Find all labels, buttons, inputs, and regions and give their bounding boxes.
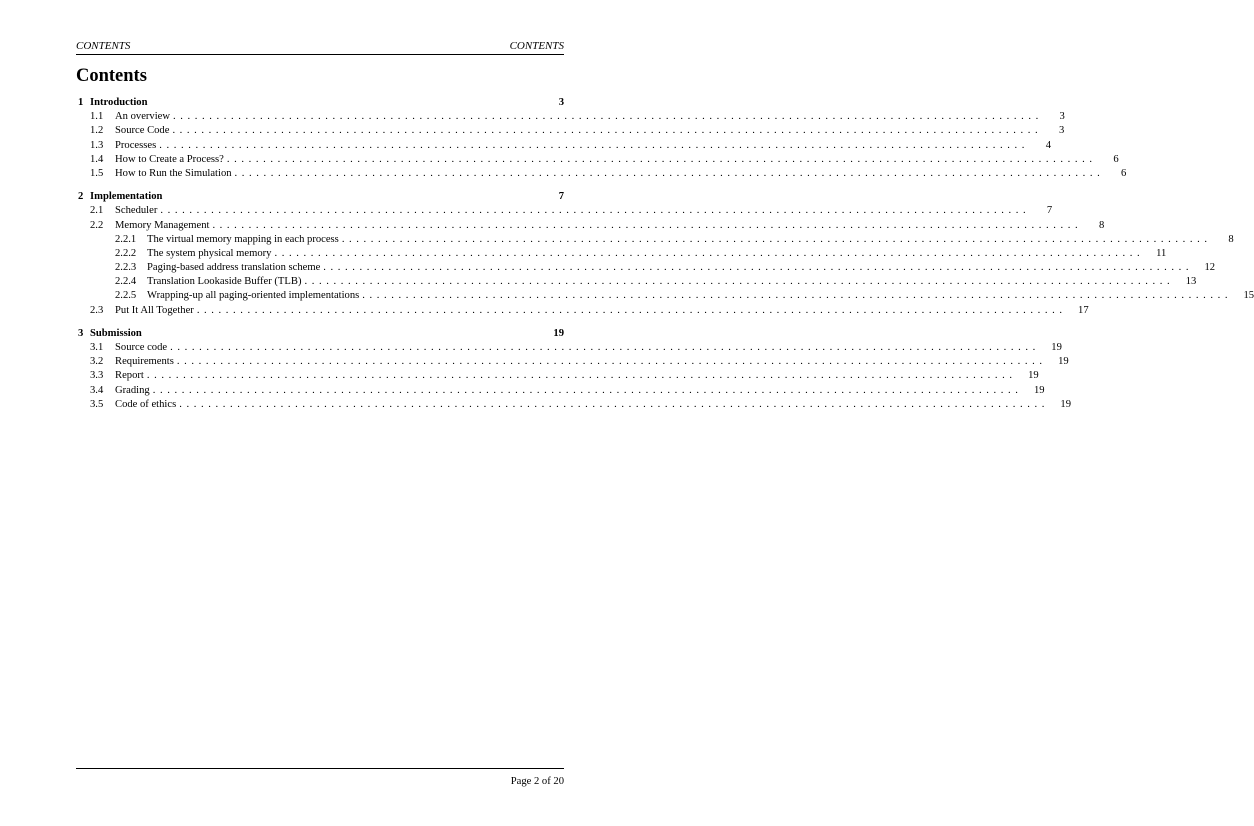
footer-rule bbox=[76, 768, 564, 769]
page-number: Page 2 of 20 bbox=[510, 776, 564, 787]
toc-entry[interactable] bbox=[76, 355, 1069, 369]
toc-entry[interactable] bbox=[76, 167, 1127, 181]
toc-leader-dots: ........................................................................................................................ bbox=[196, 304, 1067, 316]
toc-entry-page: 11 bbox=[1156, 247, 1167, 259]
header-left-text: CONTENTS bbox=[76, 40, 131, 52]
toc-entry-page: 8 bbox=[1228, 233, 1234, 245]
toc-entry-number: 2 bbox=[78, 191, 84, 203]
toc-entry-title: Grading bbox=[115, 384, 153, 398]
toc-entry-title: How to Create a Process? bbox=[115, 153, 227, 167]
toc-entry-number: 2.2.3 bbox=[115, 262, 137, 274]
toc-entry-title: Scheduler bbox=[115, 204, 160, 218]
toc-entry-number: 2.2.4 bbox=[115, 276, 137, 288]
toc-entry-page: 19 bbox=[1060, 398, 1072, 410]
toc-leader-dots: ........................................................................................................................ bbox=[159, 139, 1030, 151]
toc-leader-dots: ........................................................................................................................ bbox=[152, 384, 1023, 396]
toc-entry[interactable] bbox=[76, 247, 1167, 261]
toc-entry[interactable] bbox=[76, 153, 1119, 167]
toc-leader-dots: ........................................................................................................................ bbox=[362, 290, 1233, 302]
toc-entry-number: 1.3 bbox=[90, 139, 104, 151]
toc-entry-number: 3.4 bbox=[90, 384, 104, 396]
toc-entry-title: Code of ethics bbox=[115, 398, 179, 412]
toc-entry-title: Submission bbox=[90, 327, 142, 341]
toc-leader-dots: ........................................................................................................................ bbox=[234, 167, 1105, 179]
toc-entry[interactable] bbox=[76, 139, 1052, 153]
toc-entry-title: Memory Management bbox=[115, 219, 212, 233]
toc-entry-page: 3 bbox=[1059, 111, 1065, 123]
toc-entry-page: 3 bbox=[1058, 125, 1065, 137]
toc-entry-page: 6 bbox=[1113, 153, 1119, 165]
toc-entry-page: 19 bbox=[1028, 370, 1039, 382]
toc-leader-dots: ........................................................................................................................ bbox=[146, 370, 1017, 382]
toc-entry[interactable] bbox=[76, 204, 1053, 218]
toc-entry-title: How to Run the Simulation bbox=[115, 167, 235, 181]
toc-leader-dots: ........................................................................................................................ bbox=[176, 356, 1047, 368]
toc-entry-number: 2.2.5 bbox=[115, 290, 137, 302]
toc-leader-dots: ........................................................................................................................ bbox=[341, 233, 1212, 245]
toc-section-entry[interactable] bbox=[76, 327, 564, 341]
toc-entry-page: 19 bbox=[1051, 342, 1062, 353]
toc-entry-page: 3 bbox=[558, 97, 564, 108]
toc-leader-dots: ........................................................................................................................ bbox=[170, 342, 1040, 353]
toc-entry[interactable] bbox=[76, 110, 1065, 124]
toc-entry[interactable] bbox=[76, 369, 1039, 383]
toc-leader-dots: ........................................................................................................................ bbox=[323, 262, 1194, 274]
toc-entry-number: 1.4 bbox=[90, 153, 104, 165]
toc-entry-title: Wrapping-up all paging-oriented implementations bbox=[147, 289, 362, 303]
toc-entry-title: The virtual memory mapping in each process bbox=[147, 233, 342, 247]
toc-entry[interactable] bbox=[76, 384, 1045, 398]
toc-entry-number: 3 bbox=[78, 327, 84, 339]
toc-entry[interactable] bbox=[76, 233, 1234, 247]
toc-entry-number: 1 bbox=[78, 97, 84, 108]
toc-entry-number: 1.2 bbox=[90, 125, 104, 137]
toc-entry-number: 1.1 bbox=[90, 111, 104, 123]
toc-entry-title: Requirements bbox=[115, 355, 177, 369]
toc-entry-number: 2.1 bbox=[90, 205, 104, 217]
toc-entry-title: An overview bbox=[115, 110, 173, 124]
toc-entry-page: 13 bbox=[1185, 276, 1197, 288]
toc-entry[interactable] bbox=[76, 219, 1105, 233]
toc-entry-title: Introduction bbox=[90, 96, 148, 110]
toc-entry-number: 1.5 bbox=[90, 167, 104, 179]
toc-entry[interactable] bbox=[76, 275, 1197, 289]
toc-heading: Contents bbox=[76, 66, 147, 86]
toc-entry[interactable] bbox=[76, 289, 1254, 303]
toc-entry-title: Put It All Together bbox=[115, 304, 197, 318]
toc-entry-number: 2.2 bbox=[90, 219, 104, 231]
toc-entry[interactable] bbox=[76, 124, 1065, 138]
toc-leader-dots: ........................................................................................................................ bbox=[212, 219, 1083, 231]
toc-section-entry[interactable] bbox=[76, 190, 564, 204]
toc-entry-page: 4 bbox=[1045, 139, 1052, 151]
toc-entry-title: Implementation bbox=[90, 190, 162, 204]
table-of-contents bbox=[76, 96, 1254, 412]
toc-leader-dots: ........................................................................................................................ bbox=[172, 125, 1043, 137]
toc-entry-title: Translation Lookaside Buffer (TLB) bbox=[147, 275, 304, 289]
toc-entry-number: 3.1 bbox=[90, 342, 104, 353]
toc-entry-number: 3.3 bbox=[90, 370, 104, 382]
toc-entry-page: 7 bbox=[1046, 205, 1053, 217]
toc-leader-dots: ........................................................................................................................ bbox=[304, 276, 1175, 288]
toc-entry-title: Processes bbox=[115, 139, 159, 153]
toc-entry-number: 3.5 bbox=[90, 398, 104, 410]
toc-entry-title: Report bbox=[115, 369, 147, 383]
toc-leader-dots: ........................................................................................................................ bbox=[173, 111, 1043, 123]
toc-entry-title: Source Code bbox=[115, 124, 172, 138]
toc-entry-number: 2.3 bbox=[90, 304, 104, 316]
toc-entry-number: 2.2.1 bbox=[115, 233, 137, 245]
toc-entry-number: 3.2 bbox=[90, 356, 104, 368]
toc-leader-dots: ........................................................................................................................ bbox=[226, 153, 1097, 165]
header-right-text: CONTENTS bbox=[509, 40, 564, 52]
toc-entry-page: 8 bbox=[1098, 219, 1105, 231]
toc-entry-page: 12 bbox=[1204, 262, 1216, 274]
toc-entry[interactable] bbox=[76, 341, 1062, 355]
toc-entry-title: Paging-based address translation scheme bbox=[147, 261, 323, 275]
toc-entry-title: Source code bbox=[115, 341, 170, 355]
running-header bbox=[76, 40, 564, 55]
toc-entry[interactable] bbox=[76, 398, 1072, 412]
toc-entry-page: 15 bbox=[1243, 290, 1254, 302]
toc-entry[interactable] bbox=[76, 261, 1216, 275]
toc-entry-page: 7 bbox=[558, 191, 564, 203]
toc-leader-dots: ........................................................................................................................ bbox=[179, 398, 1050, 410]
toc-entry-page: 6 bbox=[1121, 167, 1127, 179]
toc-entry-page: 19 bbox=[553, 327, 564, 339]
toc-entry-number: 2.2.2 bbox=[115, 247, 137, 259]
toc-entry[interactable] bbox=[76, 304, 1089, 318]
toc-entry-page: 17 bbox=[1078, 304, 1089, 316]
toc-entry-title: The system physical memory bbox=[147, 247, 274, 261]
toc-entry-page: 19 bbox=[1058, 356, 1069, 368]
toc-leader-dots: ........................................................................................................................ bbox=[160, 205, 1031, 217]
toc-section-entry[interactable] bbox=[76, 96, 564, 110]
toc-entry-page: 19 bbox=[1033, 384, 1045, 396]
toc-leader-dots: ........................................................................................................................ bbox=[274, 247, 1145, 259]
